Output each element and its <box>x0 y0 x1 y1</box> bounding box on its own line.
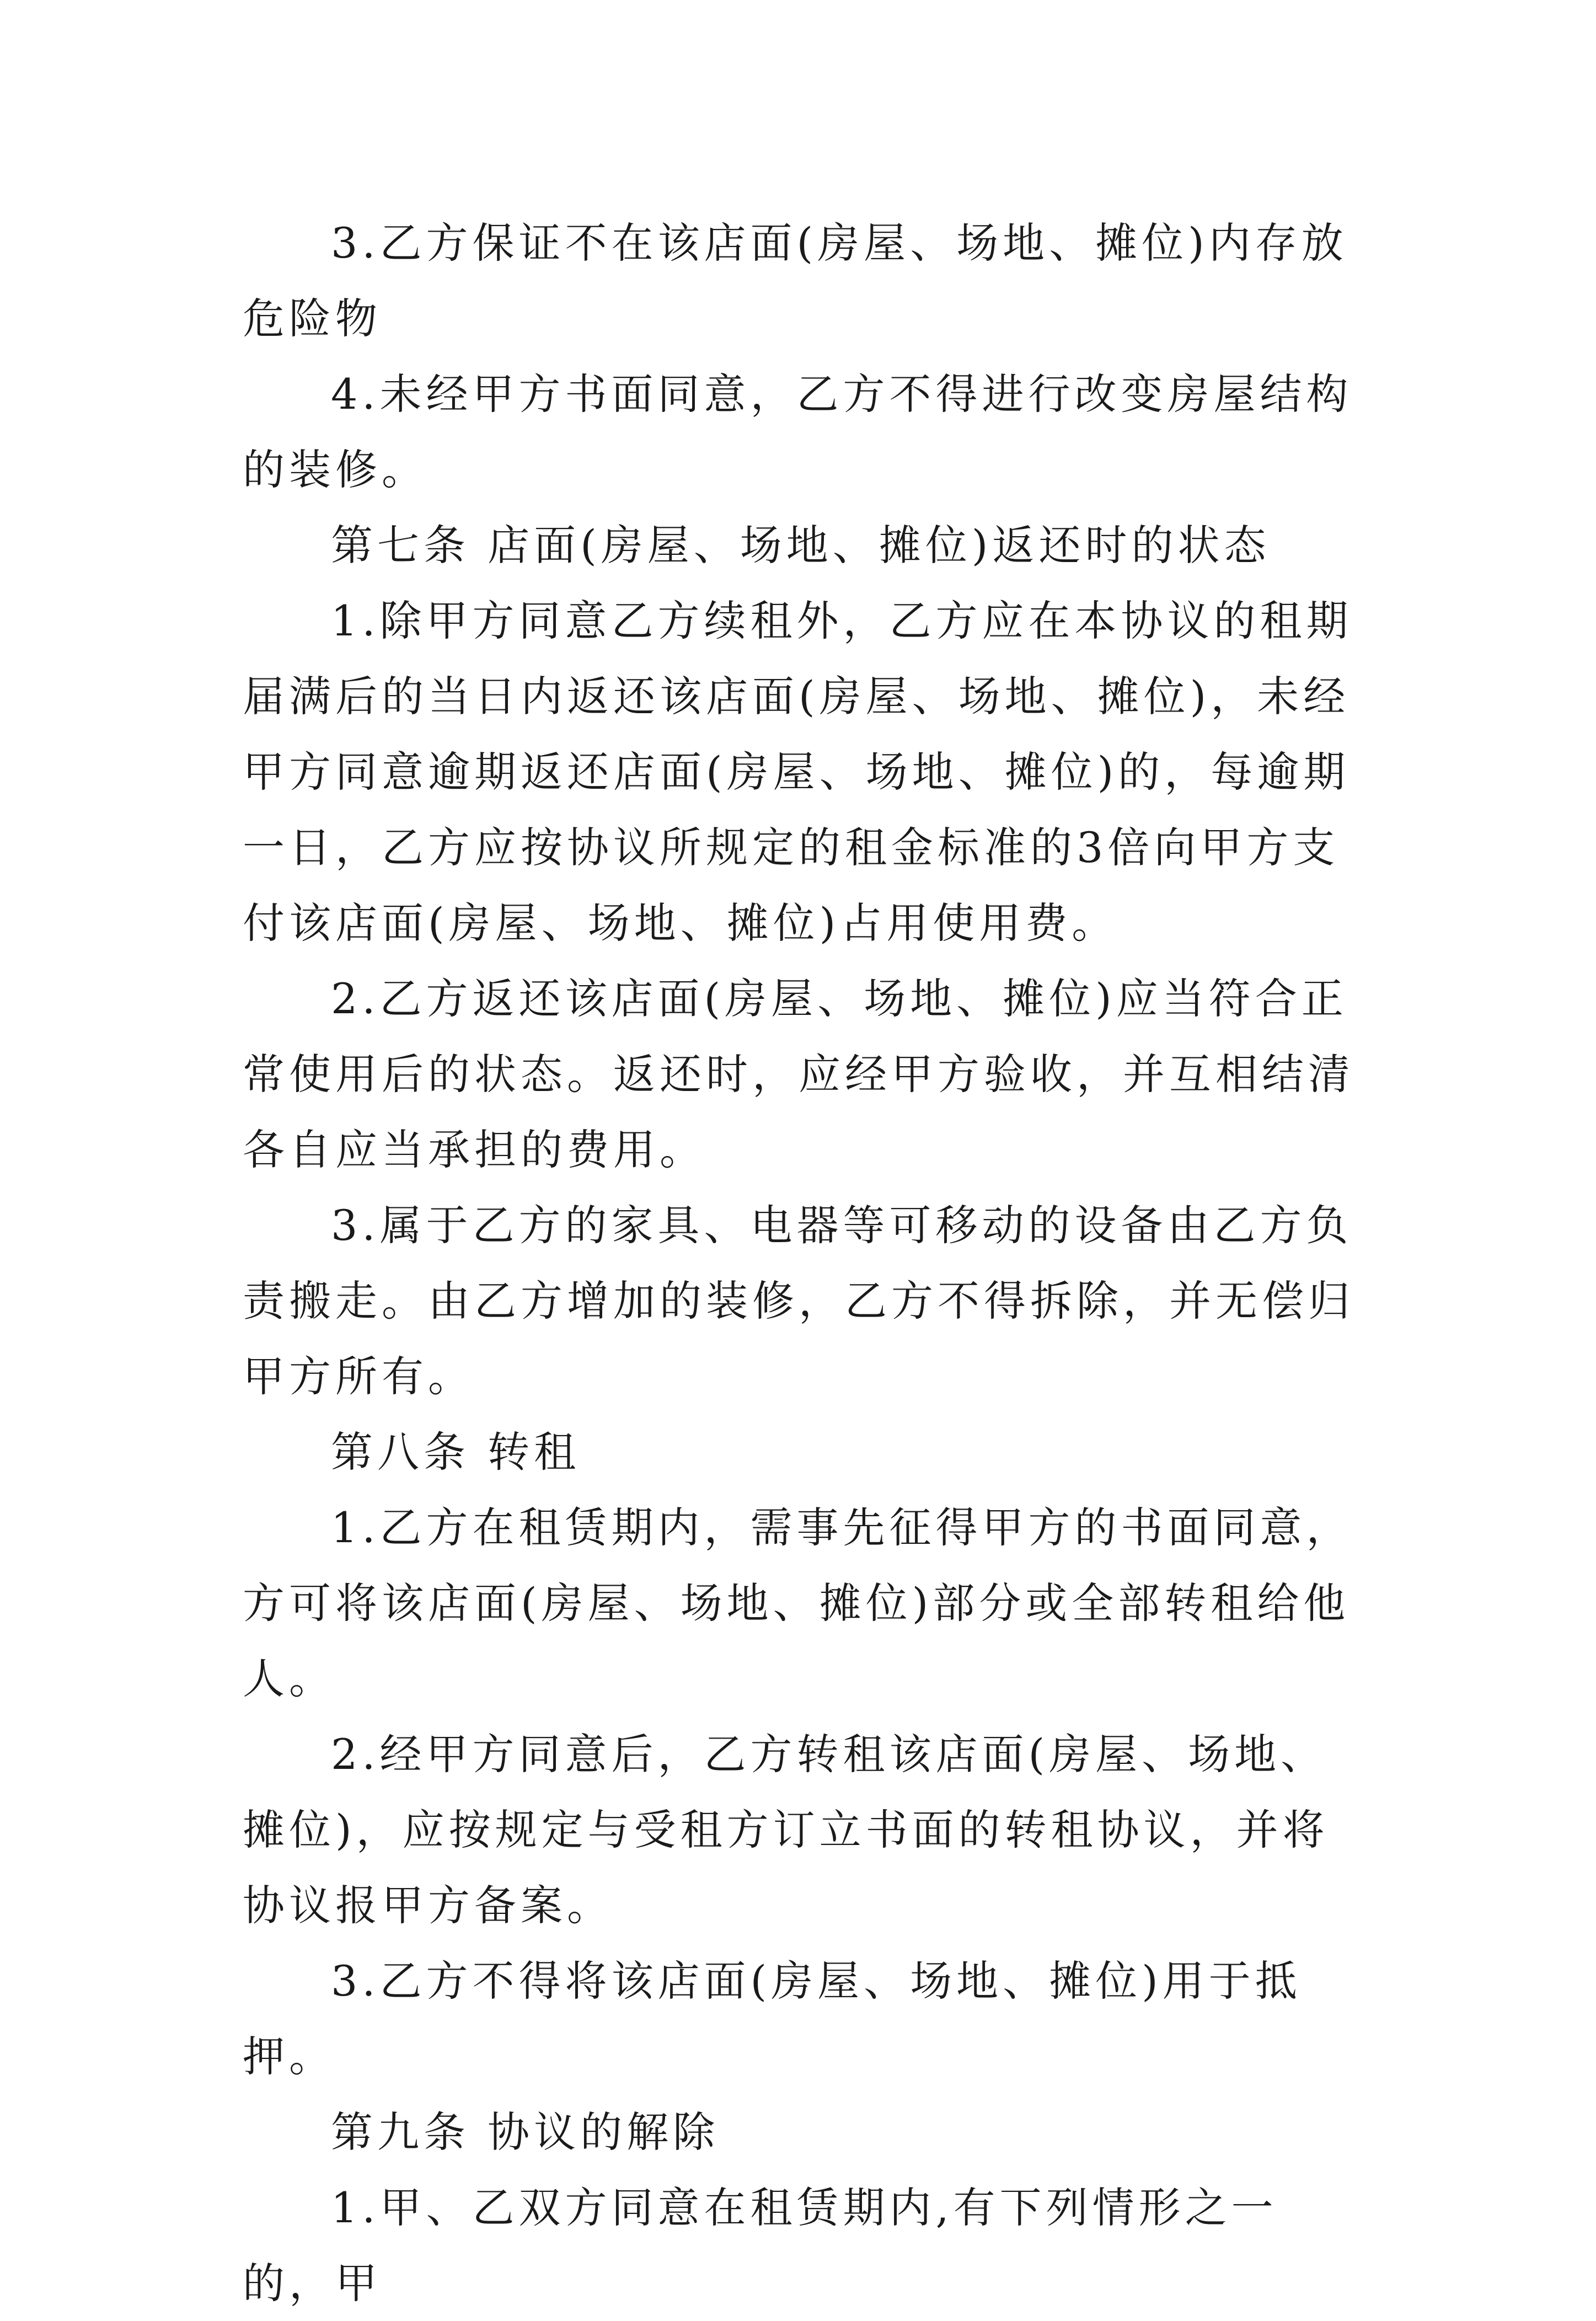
clause-8-item-1: 1.乙方在租赁期内，需事先征得甲方的书面同意，方可将该店面(房屋、场地、摊位)部分或全部转租给他人。 <box>243 1503 1353 1703</box>
document-body <box>243 205 1368 2321</box>
clause-8-heading: 第八条 转租 <box>331 1427 581 1477</box>
clause-7-heading: 第七条 店面(房屋、场地、摊位)返还时的状态 <box>331 521 1271 570</box>
clause-9-heading: 第九条 协议的解除 <box>331 2108 720 2157</box>
clause-7-item-3: 3.属于乙方的家具、电器等可移动的设备由乙方负责搬走。由乙方增加的装修，乙方不得拆除，并无偿归甲方所有。 <box>243 1201 1354 1401</box>
clause-7-item-2: 2.乙方返还该店面(房屋、场地、摊位)应当符合正常使用后的状态。返还时，应经甲方验收，并互相结清各自应当承担的费用。 <box>243 974 1354 1174</box>
clause-8-item-3: 3.乙方不得将该店面(房屋、场地、摊位)用于抵押。 <box>243 1956 1302 2081</box>
clause-6-item-3: 3.乙方保证不在该店面(房屋、场地、摊位)内存放危险物 <box>243 218 1348 343</box>
clause-8-item-2: 2.经甲方同意后，乙方转租该店面(房屋、场地、摊位)，应按规定与受租方订立书面的转租协议，并将协议报甲方备案。 <box>243 1730 1329 1930</box>
clause-6-item-4: 4.未经甲方书面同意，乙方不得进行改变房屋结构的装修。 <box>243 370 1353 494</box>
clause-7-item-1: 1.除甲方同意乙方续租外，乙方应在本协议的租期届满后的当日内返还该店面(房屋、场地、摊位)，未经甲方同意逾期返还店面(房屋、场地、摊位)的，每逾期一日，乙方应按协议所规定的租金标准的3倍向甲方支付该店面(房屋、场地、摊位)占用使用费。 <box>243 596 1353 948</box>
clause-9-item-1: 1.甲、乙双方同意在租赁期内,有下列情形之一的，甲 <box>243 2183 1278 2308</box>
